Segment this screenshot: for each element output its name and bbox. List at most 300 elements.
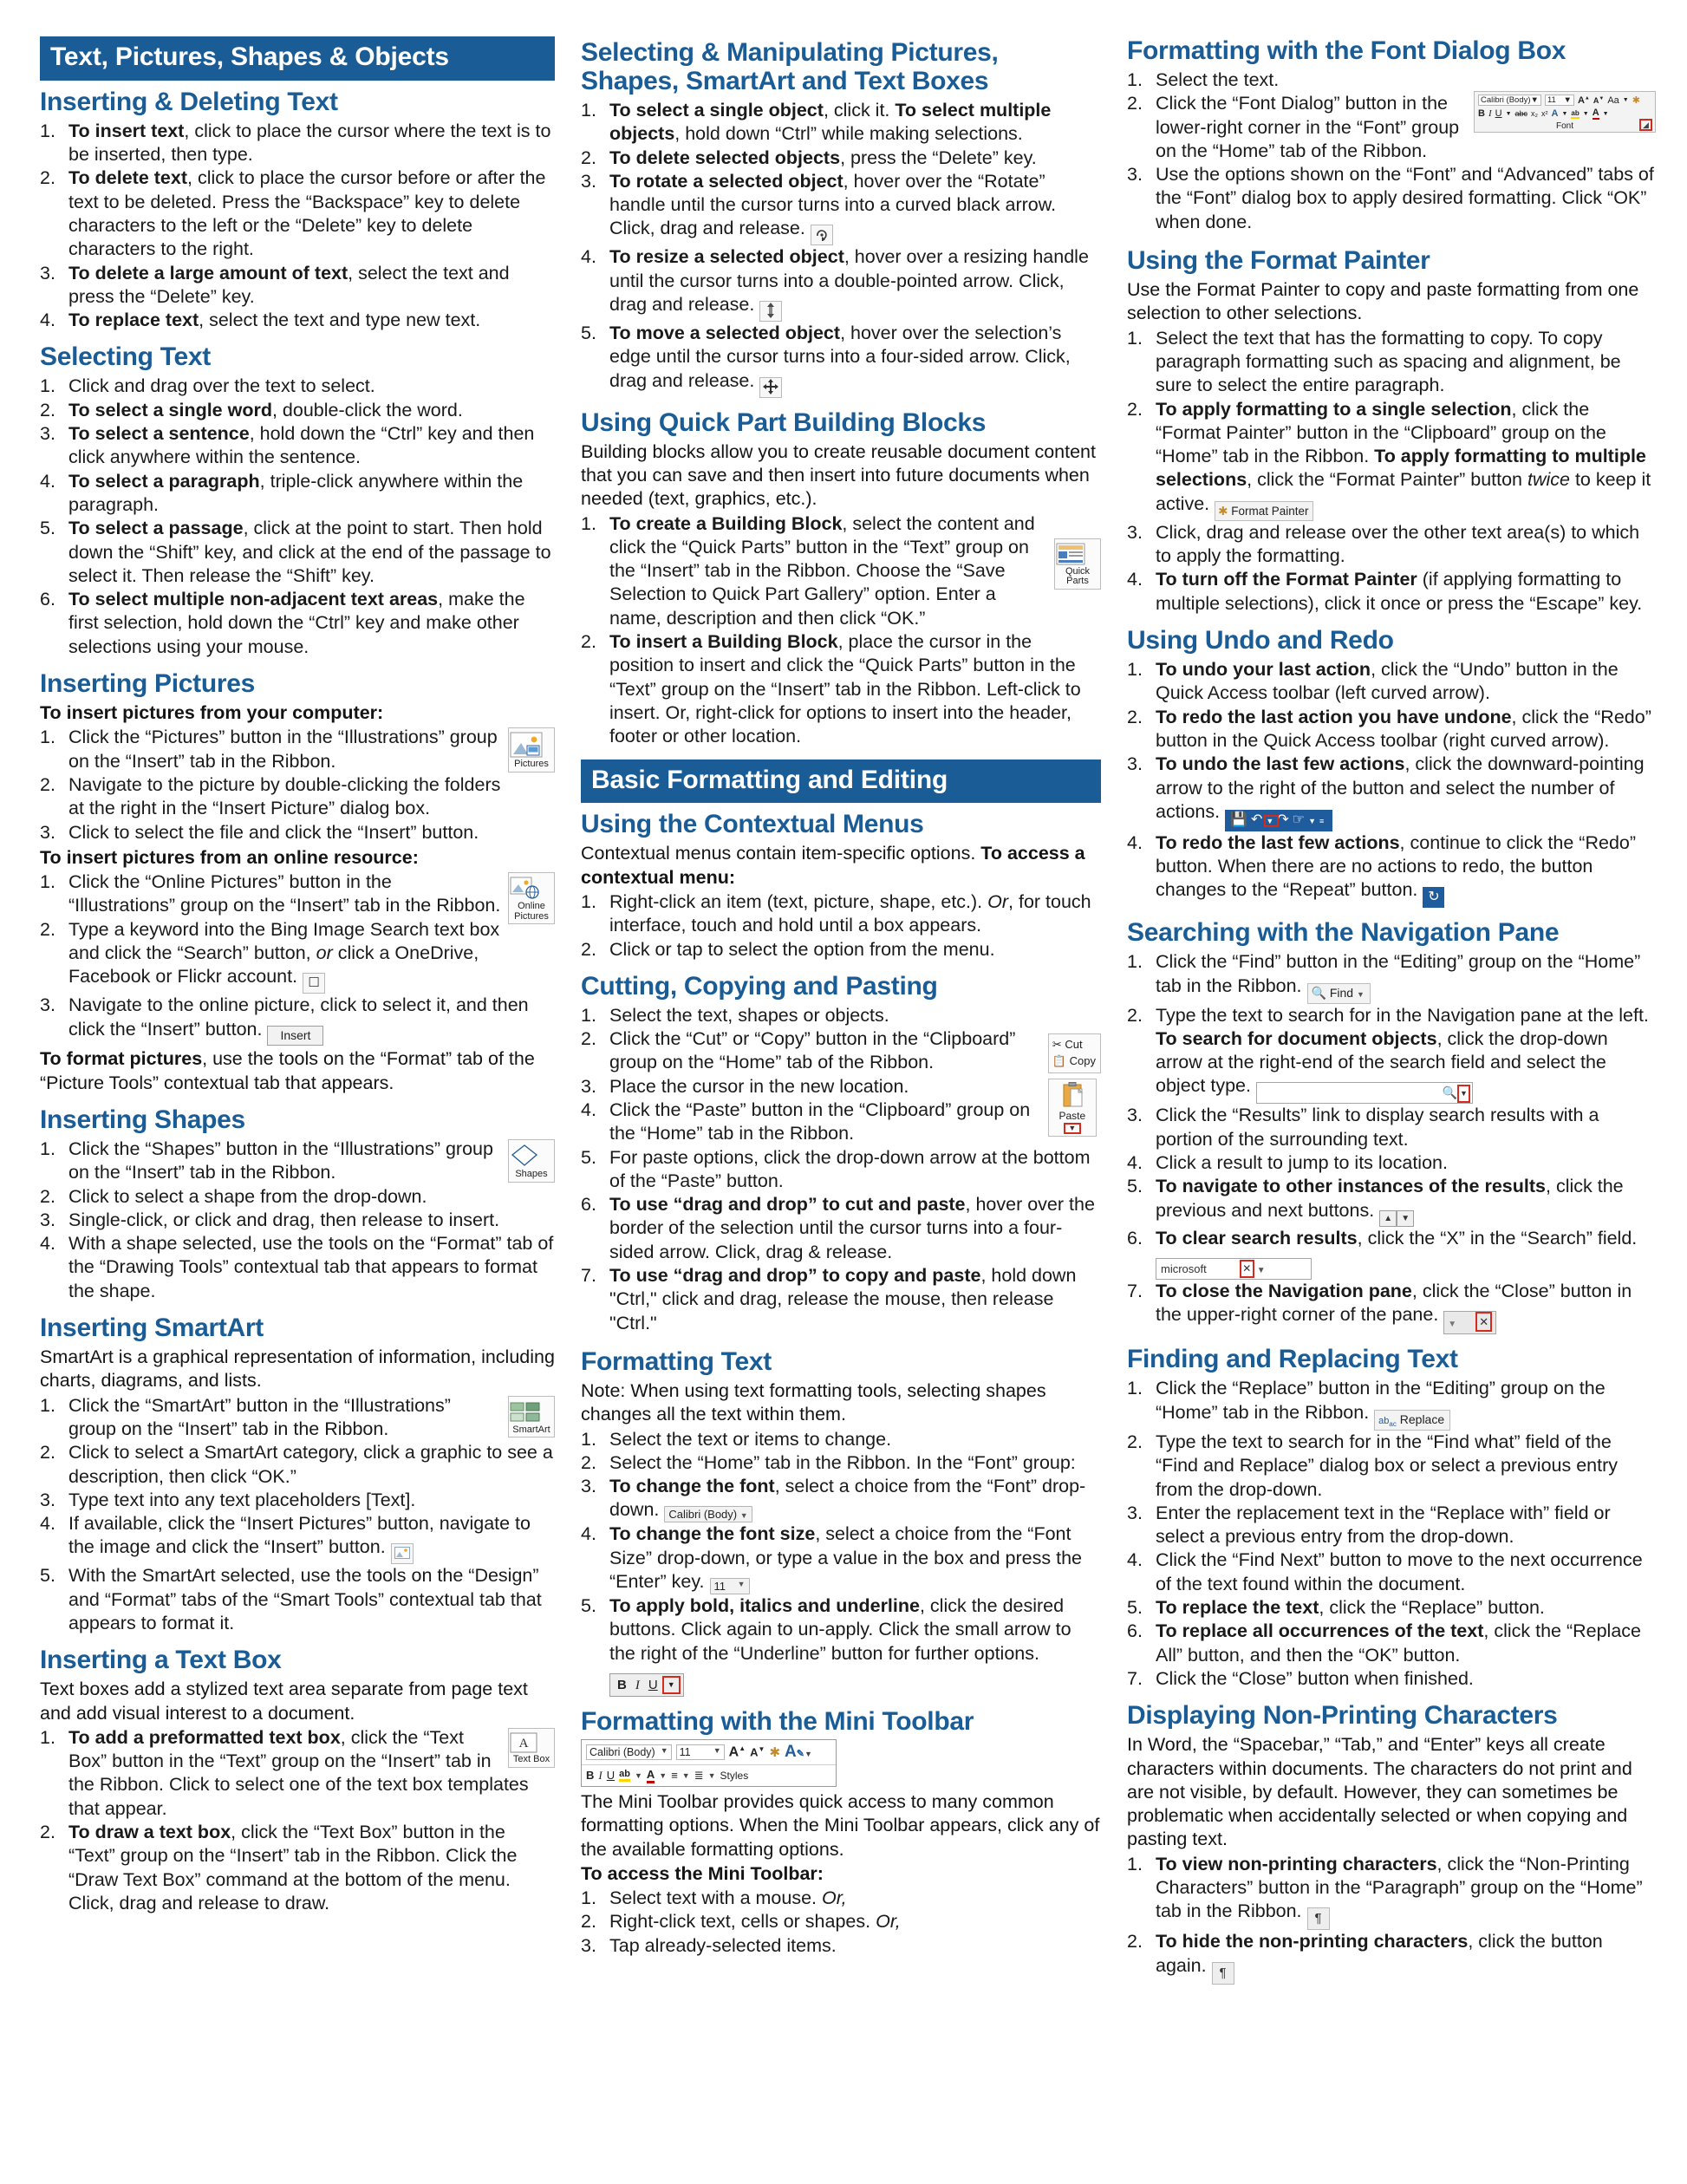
list-item — [40, 918, 555, 994]
list-undo-redo — [1127, 658, 1656, 908]
redo-icon[interactable]: ↷ — [1277, 812, 1293, 827]
step-text: Click or tap to select the option from the menu. — [609, 938, 995, 960]
list-item — [581, 630, 1101, 748]
chevron-down-icon[interactable]: ▼ — [1505, 110, 1512, 117]
undo-dropdown-arrow[interactable]: ▼ — [1266, 816, 1278, 825]
font-dropdown[interactable] — [664, 1506, 752, 1522]
list-item — [1127, 568, 1656, 616]
paste-label: Paste — [1058, 1109, 1086, 1122]
step-bold: To rotate a selected object — [609, 170, 844, 192]
list-item — [40, 726, 555, 773]
step-text: Click the “Shapes” button in the “Illustrations” group on the “Insert” tab in the Ribbon. — [68, 1138, 493, 1183]
chevron-down-icon: ▼ — [713, 1745, 721, 1755]
subheading-text: To access the Mini Toolbar: — [581, 1862, 824, 1884]
step-text: , click the button again. — [1156, 1931, 1603, 1976]
heading-searching-navigation-pane: Searching with the Navigation Pane — [1127, 918, 1560, 948]
heading-quick-part-building-blocks: Using Quick Part Building Blocks — [581, 407, 987, 437]
step-emphasis: Or, — [821, 1887, 847, 1909]
step-text: Place the cursor in the new location. — [609, 1075, 909, 1097]
column-1 — [40, 36, 555, 1917]
step-text: , click the “Text Box” button in the “Text” group on the “Insert” tab in the Ribbon. Click to select one of the text box templates that appear. — [68, 1726, 529, 1819]
step-bold: To replace the text — [1156, 1597, 1319, 1619]
list-item — [1127, 950, 1656, 1003]
insert-button[interactable]: Insert — [267, 1026, 323, 1046]
list-item — [581, 1594, 1101, 1697]
chevron-down-icon[interactable]: ▼ — [1582, 110, 1589, 117]
next-result-button[interactable]: ▼ — [1397, 1210, 1414, 1227]
grow-font-button[interactable]: A▲ — [1577, 95, 1590, 106]
heading-inserting-smartart: Inserting SmartArt — [40, 1314, 264, 1343]
column-2 — [581, 36, 1101, 1959]
underline-button[interactable]: U — [606, 1769, 616, 1783]
onedrive-icon[interactable]: ☐ — [303, 973, 325, 994]
chevron-down-icon[interactable]: ▼ — [1356, 989, 1365, 999]
step-text: Right-click an item (text, picture, shape, etc.). — [609, 890, 988, 912]
pictures-label: Pictures — [514, 759, 549, 770]
styles-button[interactable]: Styles — [720, 1769, 749, 1782]
font-size-value: 11 — [713, 1580, 726, 1594]
text-effects-button[interactable]: A✎▼ — [785, 1742, 812, 1761]
save-icon[interactable]: 💾 — [1230, 812, 1252, 827]
list-item — [1127, 521, 1656, 569]
chevron-down-icon[interactable]: ▼ — [681, 1770, 690, 1780]
search-field-with-value[interactable] — [1156, 1258, 1312, 1280]
smartart-intro: SmartArt is a graphical representation of information, including charts, diagrams, and lists. — [40, 1346, 555, 1392]
step-bold-2: To apply formatting to multiple selections — [1156, 446, 1646, 491]
step-text: , click the “Text Box” button in the “Text” group on the “Insert” tab in the Ribbon. Click the “Draw Text Box” command at the bottom of the menu. Click, drag and release to draw. — [68, 1822, 518, 1913]
step-text: Click the “Find Next” button to move to the next occurrence of the text found within the document. — [1156, 1549, 1643, 1594]
list-item — [40, 1821, 555, 1915]
step-text: (if applying formatting to multiple selections), click it once or press the “Escape” key. — [1156, 569, 1643, 614]
list-item — [1127, 658, 1656, 706]
step-bold: To replace all occurrences of the text — [1156, 1620, 1484, 1642]
step-text: , click the downward-pointing arrow to the right of the button and select the number of actions. — [1156, 753, 1645, 822]
step-text-2: , click the “Format Painter” button — [1247, 469, 1527, 491]
list-item — [581, 1887, 1101, 1910]
online-pictures-label: Online Pictures — [514, 901, 549, 922]
list-item — [1127, 706, 1656, 753]
superscript-button[interactable]: x² — [1541, 109, 1548, 118]
list-item — [40, 309, 555, 332]
smartart-label: SmartArt — [512, 1424, 550, 1435]
list-item — [1127, 1377, 1656, 1430]
list-inserting-smartart — [40, 1394, 555, 1636]
list-item — [581, 512, 1101, 630]
list-item — [581, 147, 1101, 170]
mini-size-dropdown[interactable] — [676, 1744, 725, 1760]
list-item — [581, 1475, 1101, 1522]
quick-access-toolbar[interactable] — [1225, 810, 1332, 831]
column-3 — [1127, 36, 1656, 1986]
heading-inserting-deleting-text: Inserting & Deleting Text — [40, 87, 338, 116]
list-item — [40, 1232, 555, 1303]
step-text: Right-click text, cells or shapes. — [609, 1911, 876, 1933]
list-item — [581, 1451, 1101, 1475]
mini-toolbar-row-1 — [582, 1740, 836, 1765]
find-button[interactable] — [1307, 983, 1371, 1004]
list-item — [581, 1004, 1101, 1027]
step-text: Single-click, or click and drag, then release to insert. — [68, 1209, 500, 1230]
list-item — [581, 1099, 1101, 1146]
step-text: Click the “Paste” button in the “Clipboard” group on the “Home” tab in the Ribbon. — [609, 1099, 1031, 1144]
list-navigation-pane — [1127, 950, 1656, 1334]
step-bold: To undo your last action — [1156, 659, 1371, 681]
chevron-down-icon[interactable]: ▼ — [1308, 816, 1320, 825]
step-bold: To redo the last action you have undone — [1156, 706, 1512, 727]
underline-button[interactable]: U — [648, 1677, 658, 1692]
mini-size-value: 11 — [679, 1745, 691, 1758]
text-effects-button[interactable]: A — [1551, 108, 1559, 119]
list-item — [1127, 1004, 1656, 1105]
dialog-box-launcher-icon[interactable]: ◢ — [1639, 119, 1652, 131]
list-item — [40, 1564, 555, 1635]
step-text: Click and drag over the text to select. — [68, 375, 375, 397]
step-text: , click it. — [823, 100, 896, 121]
step-text-2: click a OneDrive, Facebook or Flickr account. — [68, 942, 479, 988]
heading-finding-replacing-text: Finding and Replacing Text — [1127, 1345, 1458, 1374]
mini-toolbar[interactable] — [581, 1739, 837, 1787]
paste-dropdown-arrow[interactable]: ▼ — [1064, 1123, 1081, 1134]
previous-next-buttons[interactable] — [1379, 1203, 1414, 1227]
subheading-text: To insert pictures from your computer: — [40, 702, 384, 724]
shapes-label: Shapes — [515, 1168, 548, 1179]
numbering-icon[interactable]: ≣ — [694, 1768, 704, 1782]
step-text: , click at the point to start. Then hold down the “Shift” key, and click at the end of the passage to select it. Then release the “Shift” key. — [68, 518, 551, 586]
heading-formatting-font-dialog-box: Formatting with the Font Dialog Box — [1127, 36, 1566, 65]
step-text: With a shape selected, use the tools on the “Format” tab of the “Drawing Tools” contextual tab that appears to format the shape. — [68, 1233, 554, 1301]
list-item — [1127, 831, 1656, 909]
step-text: , select the text and press the “Delete” key. — [68, 262, 510, 307]
step-text-3: to keep it active. — [1156, 469, 1651, 514]
close-icon[interactable]: ✕ — [1475, 1312, 1492, 1332]
list-item — [581, 1027, 1101, 1075]
navigation-pane-header[interactable] — [1443, 1311, 1496, 1334]
heading-cutting-copying-pasting: Cutting, Copying and Pasting — [581, 971, 938, 1001]
step-text: Click the “SmartArt” button in the “Illustrations” group on the “Insert” tab in the Ribbon. — [68, 1394, 451, 1439]
list-item — [1127, 1280, 1656, 1334]
step-emphasis: twice — [1527, 469, 1570, 491]
step-bold: To draw a text box — [68, 1822, 231, 1843]
list-item — [40, 1726, 555, 1821]
contextual-intro-text: Contextual menus contain item-specific options. — [581, 843, 981, 864]
clear-search-icon[interactable]: ✕ — [1240, 1260, 1254, 1278]
contextual-intro-bold: To access a contextual menu: — [581, 843, 1085, 888]
chevron-down-icon[interactable]: ▼ — [1256, 1266, 1266, 1276]
step-text: Click the “Close” button when finished. — [1156, 1667, 1474, 1689]
insert-pictures-small-icon[interactable] — [391, 1543, 414, 1564]
list-item — [40, 821, 555, 844]
step-text: , select a choice from the “Font” drop-down. — [609, 1476, 1086, 1521]
underline-dropdown-arrow[interactable]: ▼ — [662, 1676, 681, 1694]
step-text: Navigate to the picture by double-clicking the folders at the right in the “Insert Picture” dialog box. — [68, 773, 501, 819]
chevron-down-icon[interactable]: ▼ — [1622, 97, 1629, 103]
move-cursor-icon — [759, 377, 782, 398]
italic-button[interactable]: I — [1488, 108, 1492, 119]
list-insert-pictures-online — [40, 870, 555, 1046]
step-text: , select a choice from the “Font Size” drop-down, or type a value in the box and press the “Enter” key. — [609, 1523, 1082, 1593]
copy-icon: 📋 — [1052, 1054, 1067, 1068]
chevron-down-icon[interactable]: ▼ — [634, 1770, 642, 1780]
undo-icon[interactable]: ↶ — [1251, 812, 1267, 827]
subheading-insert-from-online — [40, 846, 555, 870]
list-item — [581, 938, 1101, 962]
heading-using-format-painter: Using the Format Painter — [1127, 246, 1430, 276]
resize-cursor-icon — [759, 301, 782, 322]
step-text: , hover over the “Rotate” handle until the cursor turns into a curved black arrow. Click, drag and release. — [609, 170, 1057, 239]
highlight-button[interactable]: ab — [619, 1769, 630, 1782]
chevron-down-icon[interactable]: ▼ — [659, 1770, 668, 1780]
chevron-down-icon[interactable]: ▼ — [707, 1770, 716, 1780]
step-text: Click, drag and release over the other text area(s) to which to apply the formatting. — [1156, 521, 1640, 567]
step-bold: To use “drag and drop” to cut and paste — [609, 1194, 966, 1216]
step-bold: To use “drag and drop” to copy and paste — [609, 1265, 981, 1287]
change-case-button[interactable]: Aa — [1607, 95, 1619, 106]
heading-inserting-text-box: Inserting a Text Box — [40, 1646, 282, 1675]
list-item — [581, 1910, 1101, 1933]
clear-formatting-icon[interactable]: ✱ — [769, 1744, 781, 1760]
font-size-dropdown[interactable] — [710, 1578, 750, 1594]
strikethrough-button[interactable]: abc — [1514, 109, 1528, 118]
step-text: Type the text to search for in the “Find what” field of the “Find and Replace” dialog box or select a previous entry from the drop-down. — [1156, 1431, 1619, 1500]
step-text: , hold down "Ctrl," click and drag, release the mouse, then release "Ctrl." — [609, 1265, 1077, 1333]
heading-formatting-text: Formatting Text — [581, 1346, 772, 1376]
step-bold: To apply bold, italics and underline — [609, 1595, 920, 1617]
step-text: Select the text that has the formatting to copy. To copy paragraph formatting such as spacing and alignment, be sure to select the entire paragraph. — [1156, 327, 1621, 396]
bullets-icon[interactable]: ≡ — [671, 1769, 678, 1783]
bold-italic-underline-buttons[interactable] — [609, 1673, 684, 1697]
bold-button[interactable]: B — [1478, 108, 1485, 119]
step-emphasis: Or — [987, 890, 1009, 912]
step-bold: To change the font size — [609, 1523, 816, 1545]
list-item — [581, 1934, 1101, 1958]
search-value: microsoft — [1161, 1262, 1207, 1276]
list-item — [1127, 1227, 1656, 1280]
list-item — [581, 99, 1101, 147]
heading-selecting-manipulating-objects: Selecting & Manipulating Pictures, Shapes, SmartArt and Text Boxes — [581, 38, 999, 95]
list-inserting-shapes — [40, 1138, 555, 1303]
step-text: Click the “Font Dialog” button in the lower-right corner in the “Font” group on the “Home” tab of the Ribbon. — [1156, 93, 1460, 161]
step-bold: To resize a selected object — [609, 246, 844, 268]
step-text: Type a keyword into the Bing Image Search text box and click the “Search” button, — [68, 918, 500, 963]
list-item — [1127, 1930, 1656, 1984]
italic-button[interactable]: I — [635, 1678, 640, 1692]
list-item — [581, 1193, 1101, 1264]
formatting-text-note: Note: When using text formatting tools, selecting shapes changes all the text within them. — [581, 1379, 1046, 1425]
heading-formatting-mini-toolbar: Formatting with the Mini Toolbar — [581, 1706, 974, 1736]
step-text: Click to select the file and click the “Insert” button. — [68, 821, 479, 843]
step-text: , click to place the cursor where the text is to be inserted, then type. — [68, 120, 551, 166]
find-label: Find — [1329, 985, 1354, 1000]
step-bold: To view non-printing characters — [1156, 1853, 1437, 1874]
quickparts-label-2: Parts — [1066, 576, 1089, 587]
list-item — [40, 1209, 555, 1232]
font-color-button[interactable]: A — [1592, 108, 1599, 118]
format-painter-label: Format Painter — [1231, 504, 1309, 518]
step-text: , hover over the border of the selection until the cursor turns into a four-sided arrow. Click, drag & release. — [609, 1194, 1095, 1262]
subscript-button[interactable]: x₂ — [1531, 109, 1539, 118]
search-object-type-dropdown[interactable]: ▼ — [1457, 1085, 1470, 1103]
chevron-down-icon[interactable]: ▼ — [1602, 110, 1609, 117]
step-bold: To hide the non-printing characters — [1156, 1931, 1469, 1953]
format-pictures-note — [40, 1047, 555, 1095]
svg-text:A: A — [518, 1736, 529, 1750]
list-item — [40, 1489, 555, 1512]
list-access-mini-toolbar — [581, 1887, 1101, 1958]
heading-using-contextual-menus: Using the Contextual Menus — [581, 810, 924, 839]
contextual-intro — [581, 842, 1101, 890]
step-text: , triple-click anywhere within the paragraph. — [68, 470, 524, 515]
step-text: Select text with a mouse. — [609, 1887, 822, 1909]
step-text: Select the text. — [1156, 69, 1280, 90]
list-item — [1127, 163, 1656, 234]
list-item — [581, 1146, 1101, 1194]
step-text: , make the first selection, hold down the “Ctrl” key and make other selections using your mouse. — [68, 589, 525, 657]
chevron-down-icon: ▼ — [660, 1745, 668, 1755]
touch-mode-icon[interactable]: ☞ — [1292, 812, 1309, 827]
list-item — [40, 1138, 555, 1185]
subheading-text: To insert pictures from an online resource: — [40, 846, 419, 868]
list-item — [40, 1512, 555, 1564]
previous-result-button[interactable]: ▲ — [1379, 1210, 1397, 1227]
replace-label: Replace — [1399, 1411, 1445, 1426]
note-text: , use the tools on the “Format” tab of the “Picture Tools” contextual tab that appears. — [40, 1048, 535, 1093]
rotate-cursor-icon — [811, 225, 833, 245]
step-text: , hover over a resizing handle until the cursor turns into a double-pointed arrow. Click, drag and release. — [609, 246, 1089, 316]
list-item — [40, 166, 555, 261]
search-icon: 🔍 — [1442, 1085, 1457, 1100]
step-text: , click the “Replace” button. — [1319, 1597, 1545, 1619]
step-text: , click the “Replace All” button, and then the “OK” button. — [1156, 1620, 1642, 1666]
step-text: Select the text, shapes or objects. — [609, 1004, 889, 1026]
clear-formatting-icon[interactable]: ✱ — [1632, 95, 1640, 106]
italic-button[interactable]: I — [598, 1768, 602, 1782]
step-bold: To select a paragraph — [68, 470, 260, 492]
mini-toolbar-body: The Mini Toolbar provides quick access to many common formatting options. When the Mini Toolbar appears, click any of the available formatting options. — [581, 1790, 1100, 1860]
step-bold: To delete a large amount of text — [68, 262, 348, 284]
non-printing-characters-button[interactable]: ¶ — [1307, 1907, 1330, 1930]
non-printing-characters-button[interactable]: ¶ — [1212, 1962, 1234, 1985]
paintbrush-icon: ✱ — [1218, 504, 1228, 518]
step-text: , place the cursor in the position to insert and click the “Quick Parts” button in the “Text” group on the “Insert” tab in the Ribbon. Left-click to insert. Or, right-click for options to insert into the header, footer or other location. — [609, 631, 1081, 747]
subheading-insert-from-computer — [40, 701, 555, 725]
step-text-2: , click the drop-down arrow at the right-end of the search field and select the object type. — [1156, 1027, 1608, 1097]
step-emphasis: Or, — [876, 1911, 901, 1933]
step-text: , hover over the selection’s edge until the cursor turns into a four-sided arrow. Click, drag and release. — [609, 323, 1071, 391]
list-formatting-text — [581, 1428, 1101, 1697]
font-group-label: Font — [1555, 121, 1573, 131]
shrink-font-button[interactable]: A▼ — [1593, 95, 1605, 105]
underline-button[interactable]: U — [1495, 108, 1502, 119]
step-text: , click the desired buttons. Click again to un-apply. Click the small arrow to the right of the “Underline” button for further options. — [609, 1595, 1071, 1664]
list-item — [581, 890, 1101, 938]
step-text-2: , for touch interface, touch and hold until a box appears. — [609, 890, 1091, 936]
list-item — [1127, 68, 1656, 92]
banner-text-pictures-shapes-objects: Text, Pictures, Shapes & Objects — [40, 36, 555, 81]
step-bold: To create a Building Block — [609, 512, 843, 534]
chevron-down-icon[interactable]: ▼ — [1561, 110, 1568, 117]
step-text: , double-click the word. — [271, 399, 463, 421]
copy-label: Copy — [1069, 1054, 1096, 1068]
shrink-font-button[interactable]: A▼ — [750, 1745, 765, 1759]
step-bold: To apply formatting to a single selection — [1156, 398, 1512, 420]
heading-displaying-non-printing-characters: Displaying Non-Printing Characters — [1127, 1701, 1558, 1731]
step-bold: To add a preformatted text box — [68, 1726, 341, 1748]
chevron-down-icon[interactable]: ▼ — [1448, 1320, 1457, 1330]
step-bold: To delete text — [68, 167, 187, 189]
list-item — [581, 1428, 1101, 1451]
step-text: Tap already-selected items. — [609, 1934, 837, 1956]
navigation-search-field[interactable] — [1256, 1082, 1473, 1104]
highlight-button[interactable]: ab — [1571, 108, 1580, 117]
step-bold: To delete selected objects — [609, 147, 841, 168]
quickparts-intro: Building blocks allow you to create reusable document content that you can save and then insert into future documents when needed (text, graphics, etc.). — [581, 440, 1096, 510]
list-item — [1127, 1548, 1656, 1596]
step-text: Type the text to search for in the Navigation pane at the left. — [1156, 1004, 1649, 1026]
list-item — [581, 1264, 1101, 1335]
bold-button[interactable]: B — [586, 1769, 595, 1783]
step-text: Click the “Cut” or “Copy” button in the “Clipboard” group on the “Home” tab of the Ribbon. — [609, 1028, 1016, 1073]
font-color-button[interactable]: A — [647, 1768, 655, 1783]
list-item — [40, 1185, 555, 1209]
bold-button[interactable]: B — [617, 1677, 627, 1692]
heading-inserting-shapes: Inserting Shapes — [40, 1105, 245, 1134]
banner-basic-formatting-editing: Basic Formatting and Editing — [581, 760, 1101, 804]
step-text: , press the “Delete” key. — [840, 147, 1037, 168]
replace-button[interactable] — [1374, 1410, 1450, 1431]
step-text: , select the text and type new text. — [199, 310, 481, 331]
step-text: , click the “Non-Printing Characters” button in the “Paragraph” group on the “Home” tab in the Ribbon. — [1156, 1853, 1643, 1922]
grow-font-button[interactable]: A▲ — [728, 1744, 746, 1760]
list-item — [581, 1522, 1101, 1594]
step-bold-2: To select multiple objects — [609, 100, 1052, 145]
list-item — [1127, 1104, 1656, 1151]
mini-toolbar-row-2 — [582, 1765, 836, 1786]
step-text: Use the options shown on the “Font” and “Advanced” tabs of the “Font” dialog box to apply desired formatting. Click “OK” when done. — [1156, 164, 1654, 232]
list-item — [40, 470, 555, 518]
list-item — [40, 517, 555, 588]
list-item — [1127, 1502, 1656, 1549]
list-finding-replacing — [1127, 1377, 1656, 1691]
non-printing-intro: In Word, the “Spacebar,” “Tab,” and “Enter” keys all create characters within documents. The characters do not print and are not visible, by default. However, they can sometimes be problematic when accidentally selected or when copying and pasting text. — [1127, 1734, 1632, 1850]
list-item — [40, 262, 555, 310]
format-painter-button[interactable] — [1215, 501, 1313, 521]
step-text: Click the “Pictures” button in the “Illustrations” group on the “Insert” tab in the Ribbon. — [68, 727, 498, 772]
list-non-printing-characters — [1127, 1853, 1656, 1985]
font-size-value: 11 — [1547, 95, 1556, 105]
list-item — [581, 170, 1101, 246]
mini-font-value: Calibri (Body) — [589, 1745, 655, 1758]
chevron-down-icon: ▼ — [1530, 95, 1539, 105]
step-text: Select the text or items to change. — [609, 1428, 892, 1450]
customize-qat-icon[interactable]: ≡ — [1319, 816, 1328, 825]
repeat-button[interactable]: ↻ — [1423, 887, 1444, 908]
list-cutting-copying-pasting — [581, 1004, 1101, 1335]
list-item — [1127, 1151, 1656, 1175]
list-item — [40, 1394, 555, 1442]
step-text: If available, click the “Insert Pictures” button, navigate to the image and click the “Insert” button. — [68, 1513, 531, 1558]
list-item — [1127, 753, 1656, 831]
list-insert-pictures-computer — [40, 726, 555, 844]
mini-font-dropdown[interactable] — [586, 1744, 672, 1760]
step-emphasis: or — [316, 942, 333, 963]
step-text: Click the “Find” button in the “Editing” group on the “Home” tab in the Ribbon. — [1156, 951, 1641, 996]
step-bold: To replace text — [68, 310, 199, 331]
cut-label: Cut — [1065, 1037, 1083, 1051]
search-icon: 🔍 — [1311, 985, 1326, 1000]
list-item — [1127, 327, 1656, 398]
step-bold: To select a sentence — [68, 423, 250, 445]
step-text: , click the “Close” button in the upper-right corner of the pane. — [1156, 1281, 1632, 1326]
